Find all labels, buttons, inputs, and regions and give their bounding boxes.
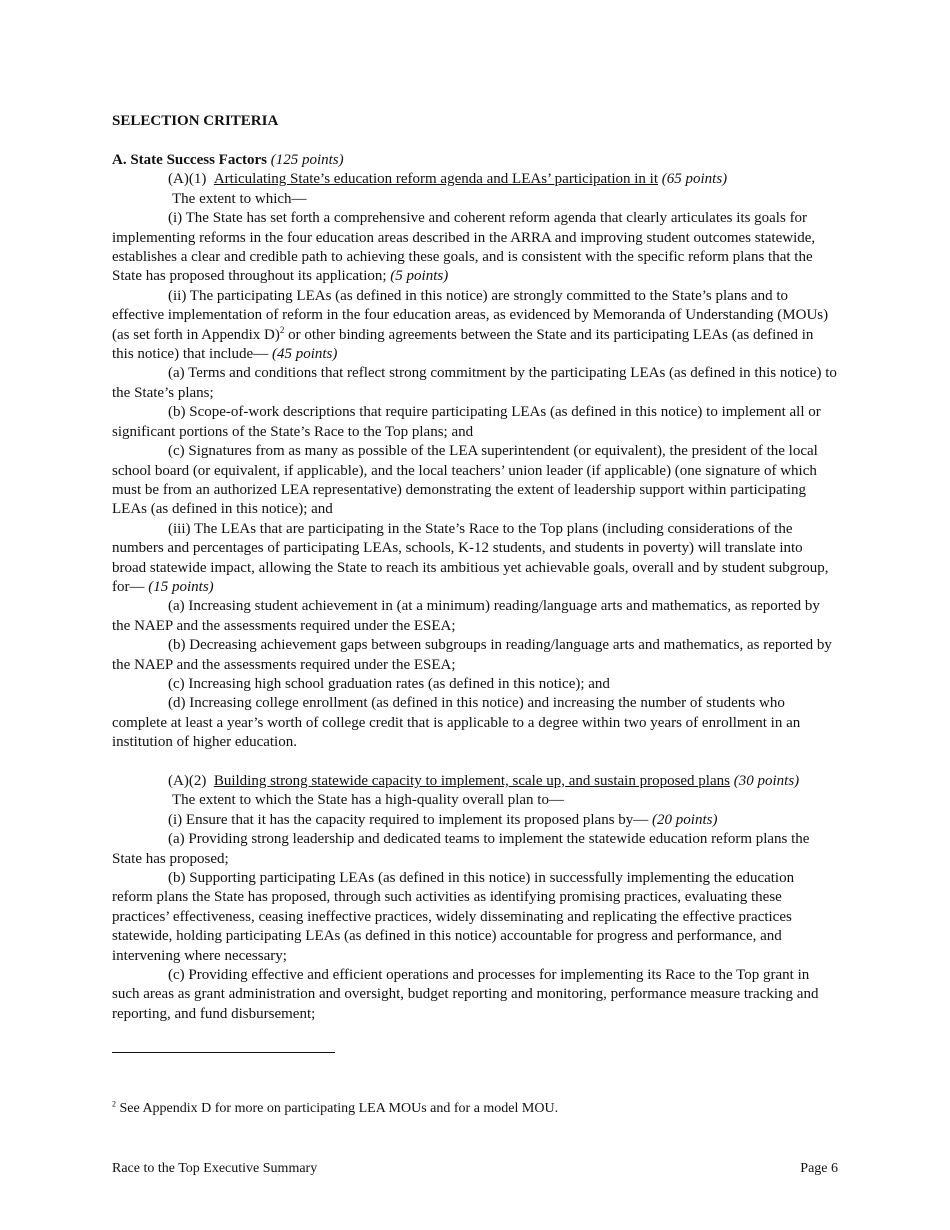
a1-item-iii-points: (15 points): [148, 578, 214, 595]
a1-item-ii-a: (a) Terms and conditions that reflect strong commitment by the participating LEAs (as defined in this notice) to the State’s plans;: [112, 365, 837, 401]
a1-item-ii-b: (b) Scope-of-work descriptions that require participating LEAs (as defined in this notice) to implement all or significant portions of the State’s Race to the Top plans; and: [112, 404, 821, 440]
a2-item-i-b: (b) Supporting participating LEAs (as defined in this notice) in successfully implementing the education reform plans the State has proposed, through such activities as identifying promising practices, evaluating these practices’ effectiveness, ceasing ineffective practices, widely disseminating and replicating the effective practices statewide, holding participating LEAs (as defined in this notice) accountable for progress and performance, and intervening where necessary;: [112, 870, 795, 964]
a1-item-iii-b: (b) Decreasing achievement gaps between subgroups in reading/language arts and mathematics, as reported by the NAEP and the assessments required under the ESEA;: [112, 637, 832, 673]
a2-title: Building strong statewide capacity to implement, scale up, and sustain proposed plans: [213, 772, 730, 789]
a2-label: (A)(2): [168, 772, 207, 789]
a1-points: (65 points): [661, 171, 728, 188]
a2-points: (30 points): [733, 772, 800, 789]
a2-intro: The extent to which the State has a high-quality overall plan to—: [172, 792, 564, 809]
a2-item-i-text: (i) Ensure that it has the capacity required to implement its proposed plans by—: [168, 811, 649, 828]
a1-label: (A)(1): [168, 171, 207, 188]
a2-heading: [112, 772, 838, 791]
section-a-points: (125 points): [270, 152, 344, 168]
footnote-divider: [112, 1052, 335, 1053]
a1-item-iii-c: (c) Increasing high school graduation rates (as defined in this notice); and: [168, 675, 610, 692]
a1-heading: [112, 170, 838, 189]
section-a-heading: [112, 151, 838, 170]
a2-item-i-a: (a) Providing strong leadership and dedicated teams to implement the statewide education reform plans the State has proposed;: [112, 831, 810, 867]
page-footer: [112, 1159, 838, 1178]
a1-item-iii-d: (d) Increasing college enrollment (as defined in this notice) and increasing the number of students who complete at least a year’s worth of college credit that is applicable to a degree within two years of enrollment in an institution of higher education.: [112, 695, 801, 751]
section-a-label: A. State Success Factors: [112, 152, 267, 168]
a2-item-i-points: (20 points): [652, 811, 718, 828]
a1-item-i-points: (5 points): [390, 268, 449, 285]
footnote-marker: 2: [112, 1099, 116, 1109]
a1-intro: The extent to which—: [172, 190, 307, 207]
document-body: [112, 151, 838, 1024]
a1-item-ii-text: (ii) The participating LEAs (as defined in this notice) are strongly committed to the State’s plans and to effective implementation of reform in the four education areas, as evidenced by Memoranda of Understanding (MOUs) (as set forth in Appendix D): [112, 287, 829, 343]
page-heading: SELECTION CRITERIA: [112, 113, 279, 129]
footnote-text: See Appendix D for more on participating LEA MOUs and for a model MOU.: [116, 1101, 559, 1116]
footnote-ref: 2: [279, 324, 285, 335]
footnote: [112, 1099, 558, 1118]
a2-item-i-c: (c) Providing effective and efficient operations and processes for implementing its Race to the Top grant in such areas as grant administration and oversight, budget reporting and monitoring, performance measure tracking and reporting, and fund disbursement;: [112, 967, 819, 1022]
a1-item-iii-a: (a) Increasing student achievement in (at a minimum) reading/language arts and mathematics, as reported by the NAEP and the assessments required under the ESEA;: [112, 598, 820, 634]
footer-title: Race to the Top Executive Summary: [112, 1161, 318, 1176]
a1-item-ii-c: (c) Signatures from as many as possible of the LEA superintendent (or equivalent), the president of the local school board (or equivalent, if applicable), and the local teachers’ union leader (if applicable) (one signature of which must be from an authorized LEA representative) demonstrating the extent of leadership support within participating LEAs (as defined in this notice); and: [112, 443, 818, 518]
a1-item-ii: [112, 287, 838, 365]
a1-item-iii-text: (iii) The LEAs that are participating in the State’s Race to the Top plans (including considerations of the numbers and percentages of participating LEAs, schools, K-12 students, and students in poverty) will translate into broad statewide impact, allowing the State to reach its ambitious yet achievable goals, overall and by student subgroup, for—: [112, 520, 829, 595]
a1-item-ii-points: (45 points): [271, 346, 338, 363]
page-number: Page 6: [800, 1161, 838, 1176]
a1-item-i: [112, 209, 838, 287]
a1-title: Articulating State’s education reform agenda and LEAs’ participation in it: [213, 171, 658, 188]
a1-item-i-text: (i) The State has set forth a comprehensive and coherent reform agenda that clearly articulates its goals for implementing reforms in the four education areas described in the ARRA and improving student outcomes statewide, establishes a clear and credible path to achieving these goals, and is consistent with the specific reform plans that the State has proposed throughout its application;: [112, 210, 816, 285]
a1-item-ii-text-cont: or other binding agreements between the State and its participating LEAs (as defined in this notice) that include—: [112, 326, 814, 363]
a2-item-i: [112, 811, 838, 830]
a1-item-iii: [112, 520, 838, 598]
